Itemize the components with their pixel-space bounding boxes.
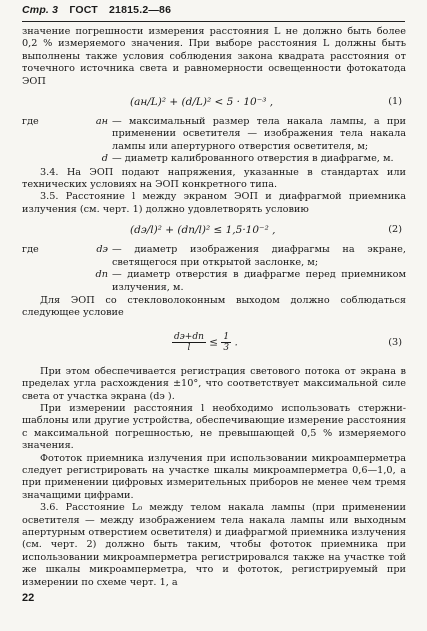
page-header (22, 4, 179, 16)
def-dash: — (112, 269, 122, 281)
formula-3 (22, 324, 406, 362)
def-dash: — (112, 244, 122, 256)
header-page: Стр. 3 (22, 4, 59, 16)
def-lead (22, 269, 82, 294)
header-standard: ГОСТ (69, 4, 98, 16)
def-symbol: aн (95, 116, 108, 128)
rhs-denominator: 3 (223, 343, 230, 354)
definition-dp (22, 269, 406, 294)
def-symbol: dп (95, 269, 108, 281)
header-rule (22, 21, 405, 22)
def-dash: — (112, 153, 122, 165)
paragraph-2: 3.4. На ЭОП подают напряжения, указанные в стандартах или технических условиях на ЭОП конкретного типа. (22, 166, 406, 191)
definitions-2 (22, 244, 406, 294)
formula-3-number: (3) (388, 336, 402, 348)
paragraph-4: Для ЭОП со стекловолоконным выходом должно соблюдаться следующее условие (22, 294, 406, 319)
formula-1 (22, 91, 406, 113)
paragraph-6: При измерении расстояния l необходимо использовать стержни-шаблоны или другие устройства, обеспечивающие измерение расстояния с максимальной погрешностью, не превышающей 0,5 % измеряемого значения. (22, 402, 406, 452)
document-body (22, 26, 406, 589)
definition-an (22, 116, 406, 153)
def-text: диаметр отверстия в диафрагме перед приемником излучения, м. (112, 269, 406, 293)
def-text: диаметр изображения диафрагмы на экране, светящегося при открытой заслонке, м; (112, 244, 406, 268)
def-lead (22, 153, 82, 165)
paragraph-8: 3.6. Расстояние L₀ между телом накала лампы (при применении осветителя — между изображением тела накала лампы или выходным апертурным отверстием осветителя) и диафрагмой приемника излучения (см. черт. 2) должно быть таким, чтобы фототок приемника при использовании микроамперметра регистрировался также на участке той же шкалы микроамперметра, что и фототок, регистрируемый при измерении по схеме черт. 1, а (22, 502, 406, 588)
formula-3-relation: ≤ (209, 336, 219, 349)
def-symbol: d (101, 153, 108, 165)
page-number: 22 (22, 592, 35, 604)
formula-3-lhs (172, 332, 206, 353)
definitions-1 (22, 116, 406, 166)
formula-3-expr (172, 332, 238, 353)
paragraph-7: Фототок приемника излучения при использовании микроамперметра следует регистрировать на участке шкалы микроамперметра 0,6—1,0, а при применении цифровых измерительных приборов не менее чем тремя значащими цифрами. (22, 452, 406, 501)
formula-3-tail: . (234, 336, 238, 349)
paragraph-1: значение погрешности измерения расстояния L не должно быть более 0,2 % измеряемого значения. При выборе расстояния L должны быть выполнены также условия соблюдения закона квадрата расстояния от точечного источника света и равномерности освещенности фотокатода ЭОП (22, 26, 406, 87)
lhs-numerator: dэ+dп (174, 332, 204, 343)
formula-2-expr: (dэ/l)² + (dп/l)² ≤ 1,5·10⁻² , (130, 224, 276, 237)
formula-3-rhs (221, 332, 231, 353)
def-text: диаметр калиброванного отверстия в диафрагме, м. (124, 153, 394, 165)
def-lead: где (22, 244, 39, 256)
definition-de (22, 244, 406, 269)
rhs-numerator: 1 (223, 332, 230, 343)
lhs-denominator: l (187, 343, 191, 354)
formula-1-number: (1) (388, 95, 402, 107)
formula-2-number: (2) (388, 224, 402, 236)
formula-1-expr: (aн/L)² + (d/L)² < 5 · 10⁻³ , (130, 95, 274, 108)
paragraph-3: 3.5. Расстояние l между экраном ЭОП и диафрагмой приемника излучения (см. черт. 1) должно удовлетворять условию (22, 191, 406, 215)
def-dash: — (112, 116, 122, 128)
def-symbol: dэ (96, 244, 108, 256)
definition-d (22, 153, 406, 165)
formula-2 (22, 219, 406, 241)
def-text: максимальный размер тела накала лампы, а при применении осветителя — изображения тела накала лампы или апертурного отверстия осветителя, м; (112, 116, 406, 152)
header-number: 21815.2—86 (109, 4, 172, 16)
def-lead: где (22, 116, 39, 128)
paragraph-5: При этом обеспечивается регистрация светового потока от экрана в пределах угла расхождения ±10°, что соответствует максимальной силе света от участка экрана (dэ ). (22, 365, 406, 402)
